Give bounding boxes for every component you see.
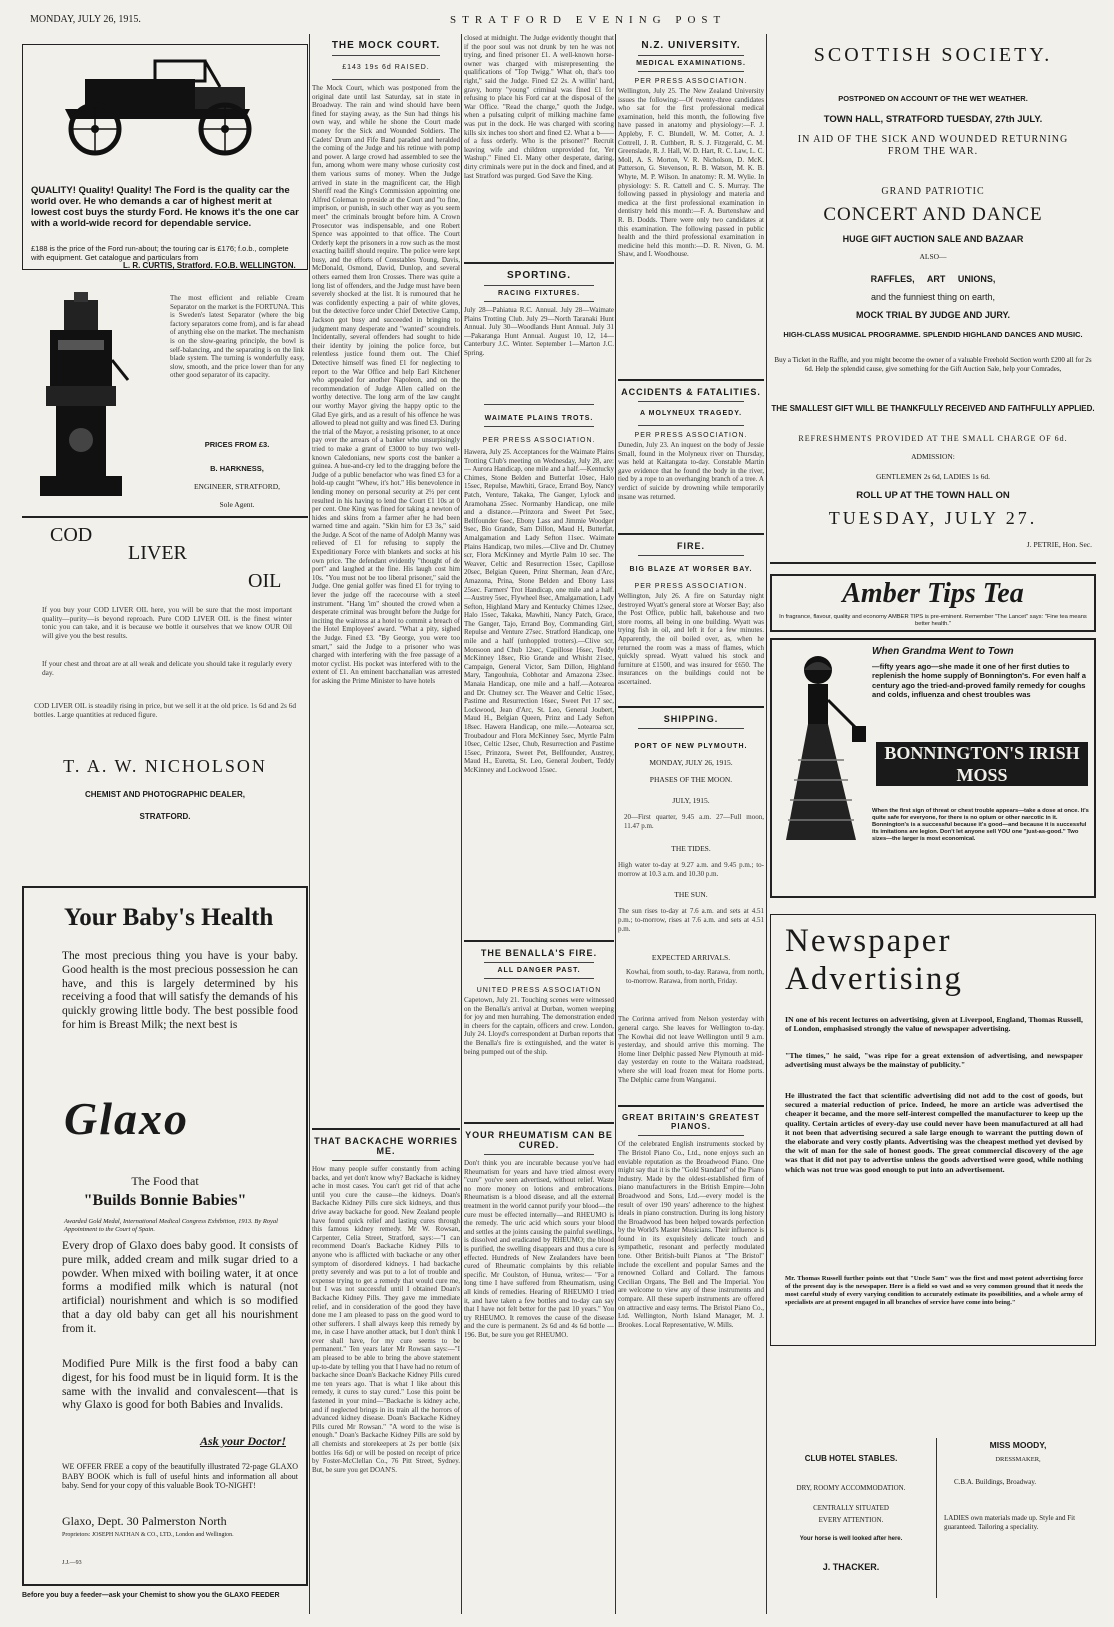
glaxo-award: Awarded Gold Medal, International Medical Congress Exhibition, 1913. By Royal Appointment to the Court of Spain. — [64, 1218, 278, 1233]
waimate-trots-body: Hawera, July 25. Acceptances for the Waimate Plains Trotting Club's meeting on Wednesday, July 28, are:— Aurora Handicap, one mile and a half.—Kentucky Chimes, Stone Belden and Butterfat 10sec, Halo 15sec, Repulse, Mawhiti, Grace, Errand Boy, Nancy Patch, Venture, Takaka, The Ganger, Lylock and Aramohana 25sec. Normanby Handicap, one mile and a distance.—Prinzora and Sweet Pet 5sec, Bellfounder 6sec, Ebony Lass and Jimmie Woodger 9sec, Bio Grande, Sam Dillon, Maud H, Butterfat, Amalgamation and Lady Sefton 11sec. Waimate Plains Handicap, two miles.—Clive and Dr. Chutney scr, Flora McKinney and Myrtle Palm 10 sec. The Weaver, Celtic and Resurrection 15sec, Capillose 20sec, Belgian Queen, Prinz Sherman, Jean d'Arc, Amazona, Prina, Stone Belden and Ebony Lass 25sec. Farmers' Trot Handicap, one mile and a half.—Austrey 5sec, Flywheel 8sec, Amalgamation, Lady Sefton, Highland Mary and Kentucky Chimes 12sec, Halo 15sec, Takaka, Mawhiti, Nancy Patch, Grace, The Ganger, Tajo, Errand Boy, Commanding Girl, Repulse and Venture 27sec. Stratford Handicap, one mile and a half (unhoppled trotters).—Clive scr, Monsoon and Chub 12sec, Capillose 16sec, Teddy McKinney 18sec, Rio Grande and Whisht 21sec, Campaign, General Victor, Sam Dillon, Highland Mary, Tangouhuia, Cobhotar and Amazona 23sec. Manaia Handicap, one mile and a half.—Aotearoa and Dr. Chutney scr. The Weaver and Celtic 15sec, Pastime and Resurrection 16sec, Sweet Pet 17 sec, Lockwood, Jean d'Arc, St. Leo, General Joubert, Maud H., Belgian Queen, Prinz and Lady Sefton 18sec. Hawera Handicap, one mile.—Aotearoa scr, Troubadour and Flora McKinney 5sec, Myrtle Palm 10sec, Celtic 12sec, Chub, Resurrection and Pastime 15sec, Prinzora, Sweet Pet, Bellfounder, Austrey, Maud H., Euretta, St. Leo, General Joubert, Teddy McKinney and Lockwood 15sec. — [464, 448, 614, 774]
shipping-title: SHIPPING. — [663, 714, 719, 724]
divider — [484, 301, 594, 302]
liver-word: LIVER — [128, 542, 187, 564]
oil-word: OIL — [248, 570, 282, 592]
column-2 — [312, 34, 460, 1614]
benalla-source: UNITED PRESS ASSOCIATION — [476, 987, 602, 994]
club-hotel-line-1: DRY, ROOMY ACCOMMODATION. — [796, 1484, 906, 1492]
newspaper-ad-title-2: Advertising — [785, 961, 963, 997]
nicholson-town: STRATFORD. — [139, 812, 191, 821]
divider — [484, 426, 594, 427]
sporting-title: SPORTING. — [506, 270, 571, 281]
scottish-day: TUESDAY, JULY 27. — [828, 508, 1038, 528]
newspaper-ad-paragraph-2: "The times," he said, "was ripe for a great extension of advertising, and newspaper advertising must always be the mainstay of publicity." — [785, 1051, 1083, 1070]
cod-paragraph-3: COD LIVER OIL is steadily rising in price, but we sell it at the old price. 1s 6d and 2s 6d bottles. Large quantities at reduced figure. — [34, 701, 296, 719]
bonnington-body: —fifty years ago—she made it one of her first duties to replenish the home supply of Bonnington's. For even half a century ago the tried-and-proved family remedy for coughs and colds, influenza and chest troubles was — [872, 662, 1087, 700]
scottish-ticket: Buy a Ticket in the Raffle, and you might become the owner of a valuable Freehold Section worth £200 all for 2s 6d. Help the splendid cause, give something for the Gift Auction Sale, help your Comrades, — [774, 356, 1092, 373]
rheumatism-body: Don't think you are incurable because you've had Rheumatism for years and have tried almost every "cure" you've seen advertised, without relief. Waste no more money on lotions and embrocations. Rheumatism is a blood disease, and all the external treatment in the world cannot purify your blood—the cure must be effected internally—and RHEUMO is the remedy. The uric acid which sours your blood and settles at the joints causing the painful swellings, is dissolved and eradicated by RHEUMO; the blood is purified, the swelling disappears and thus a cure is effected. Hundreds of New Zealanders have been cured of Rheumatic complaints by this reliable specific. Mr Coulston, of Hunua, writes:— "For a long time I have suffered from Rheumatism, using all kinds of remedies. Hearing of RHEUMO I tried it, and have taken a few bottles and to-day can say that I have not felt better for the past 10 years." You try RHEUMO. It removes the cause of the disease and the cure is permanent. 2s 6d and 4s 6d bottle — 196. But, be sure you get RHEUMO. — [464, 1159, 614, 1339]
club-hotel-title: CLUB HOTEL STABLES. — [804, 1454, 898, 1463]
moon-month: JULY, 1915. — [672, 796, 710, 805]
glaxo-advertisement — [22, 886, 308, 1586]
shipping-notes: The Corinna arrived from Nelson yesterday with general cargo. She leaves for Wellington to-day. The Kowhai did not leave Wellington until 9 a.m. yesterday, and should arrive this morning. The Home liner Delphic passed New Plymouth at mid-day yesterday en route to the Waitara roadstead, where she will load frozen meat for Home ports. The Delphic came from Wanganui. — [618, 1015, 764, 1084]
ford-agent: L. R. CURTIS, Stratford. F.O.B. WELLINGTON. — [123, 261, 296, 270]
scottish-aid: IN AID OF THE SICK AND WOUNDED RETURNING FROM THE WAR. — [797, 134, 1069, 157]
glaxo-paragraph-1: Every drop of Glaxo does baby good. It consists of pure milk, added cream and milk sugar dried to a powder. When mixed with boiling water, it at once forms a modified milk which is natural (not artificial) nourishment and which is so modified that a day old baby can get all his nourishment from it. — [62, 1240, 298, 1335]
cod-word: COD — [50, 524, 93, 546]
scottish-auction: HUGE GIFT AUCTION SALE AND BAZAAR — [842, 234, 1024, 244]
glaxo-code: J.J.—93 — [62, 1560, 82, 1566]
club-hotel-line-3: EVERY ATTENTION. — [818, 1516, 884, 1524]
separator-seller-line2: ENGINEER, STRATFORD, — [193, 482, 281, 491]
ford-price-text: £188 is the price of the Ford run-about; the touring car is £176; f.o.b., complete with equipment. Get catalogue and particulars from — [31, 244, 289, 262]
divider — [638, 71, 744, 72]
glaxo-intro: The most precious thing you have is your baby. Good health is the most precious possession he can have, and this is largely determined by his receiving a food that will satisfy the demands of his quickly growing little body. The best possible food for him is Breast Milk; the next best is — [62, 950, 298, 1031]
divider — [484, 962, 594, 963]
sun-title: THE SUN. — [674, 890, 708, 900]
divider — [618, 706, 764, 708]
divider — [638, 425, 744, 426]
scottish-society-advertisement — [770, 34, 1096, 564]
mock-court-continued: closed at midnight. The Judge evidently thought that if the poor soul was not drunk by ten he was not trying, and fined prisoner £1. A well-known horse-owner was charged with misrepresenting the qualifications of "Top Twigg." What oh, that's too right," said the Judge. Fined £2 2s. A willin' hard, gravy, horny "young" criminal was fined £1 for refusing to place his Ford car at the disposal of the War Office. "Read the charge," quoth the Judge, when a pulsating culprit of milking machine fame was put in the dock. He was charged with scoring kills six inches too short and fined £2. What a b—— of a fuss orderly. Who is the prisoner?" Recruit leaving wife and children unprovided for, Yer Washup." Fined £1. Many other desperate, daring, dirty criminals were put in the dock and fined, and at last Stratford was purged. God Save the King. — [464, 34, 614, 180]
scottish-admission: ADMISSION: — [911, 452, 955, 461]
scottish-raffles: RAFFLES, ART UNIONS, — [870, 274, 996, 284]
scottish-postponed: POSTPONED ON ACCOUNT OF THE WET WEATHER. — [838, 94, 1028, 103]
fire-subtitle: BIG BLAZE AT WORSER BAY. — [629, 566, 753, 573]
column-divider — [615, 34, 616, 1614]
miss-moody-advertisement — [940, 1440, 1096, 1590]
arrivals-body: Kowhai, from south, to-day. Rarawa, from north, to-morrow. Rarawa, from north, Friday. — [626, 968, 764, 985]
glaxo-address: Glaxo, Dept. 30 Palmerston North — [62, 1514, 227, 1528]
shipping-date: MONDAY, JULY 26, 1915. — [649, 758, 733, 767]
moon-title: PHASES OF THE MOON. — [649, 775, 733, 784]
scottish-grand: GRAND PATRIOTIC — [881, 186, 985, 197]
fire-title: FIRE. — [676, 541, 705, 551]
divider — [464, 940, 614, 942]
scottish-concert: CONCERT AND DANCE — [823, 204, 1043, 225]
tides-body: High water to-day at 9.27 a.m. and 9.45 p.m.; to-morrow at 10.3 a.m. and 10.30 p.m. — [618, 861, 764, 878]
scottish-smallest-gift: THE SMALLEST GIFT WILL BE THANKFULLY RECEIVED AND FAITHFULLY APPLIED. — [771, 404, 1095, 413]
paper-name: STRATFORD EVENING POST — [450, 14, 727, 26]
glaxo-title: Your Baby's Health — [64, 904, 274, 931]
newspaper-ad-title-1: Newspaper — [785, 923, 952, 959]
glaxo-brand: Glaxo — [64, 1093, 189, 1144]
ford-car-illustration — [45, 51, 275, 161]
glaxo-tagline-1: The Food that — [131, 1174, 199, 1188]
moody-address: C.B.A. Buildings, Broadway. — [954, 1478, 1037, 1486]
newspaper-advertising-article — [770, 914, 1096, 1346]
divider — [464, 262, 614, 264]
divider — [638, 401, 744, 402]
fire-source: PER PRESS ASSOCIATION. — [634, 583, 748, 590]
university-title: N.Z. UNIVERSITY. — [641, 40, 741, 51]
bonnington-brand: BONNINGTON'S IRISH MOSS — [876, 742, 1088, 786]
university-source: PER PRESS ASSOCIATION. — [634, 78, 748, 85]
club-hotel-line-2: CENTRALLY SITUATED — [813, 1504, 889, 1512]
waimate-trots-title: WAIMATE PLAINS TROTS. — [484, 415, 594, 422]
divider — [332, 79, 440, 80]
column-1 — [22, 34, 308, 1614]
university-body: Wellington, July 25. The New Zealand University issues the following:—Of twenty-three candidates who sat for the first professional medical examination, held this month, the following five have passed in anatomy and physiology:—F. J. Appleby, F. C. Blundell, W. M. Cotter, A. J. Cottrell, J. R. Cuthbert, R. S. J. Fitzgerald, C. M. Greenslade, R. J. Hall, W. D. Hart, R. C. Law, L. C. Moll, A. S. Morton, V. R. Nicholson, D. McK. Patterson, G. Stevenson, R. B. Watson, M. K. B. Whyte, M. P. Wilson. In anatomy: R. M. Wylie. In physiology: S. R. Cattell and C. S. Murray. The following passed in physiology and materia and medica at the first professional examination in dentistry held this month:—F. A. Burtenshaw and R. B. Dodds. There were only two candidates at this examination. The following passed in public health and the third professional examination in medicine held this month:—D. R. Niven, G. M. Shaw, and I. Woodhouse. — [618, 87, 764, 259]
arrivals-title: EXPECTED ARRIVALS. — [651, 953, 731, 963]
moody-body: LADIES own materials made up. Style and Fit guaranteed. Tailoring a speciality. — [944, 1514, 1076, 1531]
scottish-secretary: J. PETRIE, Hon. Sec. — [1026, 540, 1092, 549]
waimate-trots-source: PER PRESS ASSOCIATION. — [482, 437, 596, 444]
separator-seller-line3: Sole Agent. — [219, 500, 255, 509]
glaxo-footer: Before you buy a feeder—ask your Chemist to show you the GLAXO FEEDER — [22, 1592, 280, 1599]
pianos-title: GREAT BRITAIN'S GREATEST PIANOS. — [622, 1113, 760, 1132]
racing-fixtures-title: RACING FIXTURES. — [497, 290, 581, 297]
glaxo-tagline-2: "Builds Bonnie Babies" — [83, 1192, 247, 1209]
accidents-title: ACCIDENTS & FATALITIES. — [621, 387, 761, 397]
backache-body: How many people suffer constantly from aching backs, and yet don't know why? Backache is kidney ache in most cases. You can't get rid of that ache until you cure the cause—the kidneys. Doan's Backache Kidney Pills cure sick kidneys, and thus drive away backache for good. New Zealand people have found quick relief and lasting cures through this famous kidney remedy. Mr W. Rowsan, Carpenter, Celia Street, Stratford, says:—"I can recommend Doan's Backache Kidney Pills to anyone who is afflicted with backache or any other symptom of disordered kidneys. I had backache pretty severely and was put to a lot of trouble and expense trying to get a remedy that would cure me, but I was not successful until I obtained Doan's Backache Kidney Pills. They gave me immediate relief, and in consideration of the good they have done me I am pleased to pass on the good word to other sufferers. I shall always keep this remedy by me, in case I have another attack, but I don't think I ever shall have, for my cure seems to be permanent." Ten years later Mr Rowsan says:—"I am pleased to be able to bring the above statement up-to-date by telling you that I have had no return of backache since Doan's Backache Kidney Pills cured me ten years ago. That is what I like about this remedy, it cures to stay cured." Lose this point be fastened in your mind—"Backache is kidney ache, and if neglected brings in its train all the horrors of advanced kidney disease. Doan's Backache Kidney Pills cured Mr Rowsan." "A word to the wise is enough." Doan's Backache Kidney Pills are sold by all chemists and storekeepers at 2s per bottle (six bottles 16s 6d) or will be posted on receipt of price by Foster-McClellan Co., 76 Pitt Street, Sydney. But, be sure you get DOAN'S. — [312, 1165, 460, 1474]
amber-tips-advertisement — [770, 574, 1096, 632]
moon-body: 20—First quarter, 9.45 a.m. 27—Full moon, 11.47 p.m. — [624, 813, 764, 830]
divider — [936, 1438, 937, 1598]
cod-liver-oil-advertisement — [22, 522, 308, 882]
scottish-venue: TOWN HALL, STRATFORD TUESDAY, 27th JULY. — [823, 114, 1043, 125]
separator-prices: PRICES FROM £3. — [204, 440, 270, 449]
mock-court-body: The Mock Court, which was postponed from the original date until last Saturday, sat in state in Broadway. The rain and wind should have been fined for staying away, as the Sun had things his own way, and while he shone the Court made money for the Sick and Wounded Soldiers. The Cadets' Drum and Fife Band paraded and heralded the coming of the Judge and his retinue with pomp and power. A large crowd had assembled to see the fun, among whom were many whose curiosity cost them various sums of money. When the Judge arrived in state in the magnificent car, the High Sheriff read the King's Commission appointing one Alfred Coleman to preside at the Court and "to fine, imprison, or punish, in such other way as you seem meet" the criminals brought before him. A Crown Prosecutor was indispensable, and one Robert Spence was appointed to that office. The Court Orderly kept the prisoners in a row such as the most exacting bailiff should require. The police were kept busy, and the efforts of Constables Young, Davis, McDonald, Osmond, David, Dunlop, and several others earned them Iron Crosses. There was quite a long list of offenders, and the Judge must have been severely shocked at the list. It is rumoured that he was confidently expecting a pair of white gloves, but the detective force under Chief Detective Camp, Jackson got busy and succeeded in bringing to judgment many desperate and "wanted" scoundrels. Incidentally, several offenders had sought to hide their identity by joining the police force, but relentless justice found them out. The Chief Detective himself was fined £1 for neglecting to report to the War Office and help Earl Kitchener who appealed for another Napoleon, and on the recommendation of Judge Allen called on the worthy detective. The long arm of the law caught our worthy Mayor giving the happy optic to the Glad Eye girls, and as a result of his offence he was allowed to plead not guilty and was fined £3. During the trial of the Mayor, a resisting prisoner, to at once pay over the arrears of a banker who unsurpisingly tried to make a grant of £3000 to buy two well-known Caledonians, new sports cost the banker a guinea. A hue-and-cry led to the dragging before the Judge of a public benefactor who was fined £3 for a hold-up caught "Whew, it's hot." His benevolence in lending money on personal security at 2½ per cent resulted in his having to lend the Court £1 10s at 0 per cent. One King was fined for taking a newton of hides and skins from a farmer after he had been warned time and again. "Skin him for £3 3s," said the Judge. A Scot of the name of Adolph Manny was relieved of £1 for refusing to supply the Expeditionary Force with blankets and socks at his own price. The defendant evidently "thought of de port" and laughed at the fine. His laugh cost him 10s. "You must not be too liberal prisoner," said the Judge. One genial golfer was fined £1 for trying to lever the judge off the racecourse with a steel instrument. "Hang 'im" shouted the crowd when a desperate criminal was brought before the Judge for inciting the waitress at a hotel to commit a breach of the Hotel Employees' award. "What a pity, sighed the Judge. Fined £3. "By George, you were too smart," said the Judge to a prisoner who was charged with interfering with the free passage of a motor cyclist. His pocket was interfered with to the extent of £1. An eminent bacchanalian was arrested for asking the Prime Minister to have hotels — [312, 84, 460, 685]
scottish-also: ALSO— — [919, 252, 947, 261]
divider — [618, 1105, 764, 1107]
bonnington-foot: When the first sign of threat or chest trouble appears—take a dose at once. It's quite safe for everyone, for there is no opium or other narcotic in it. Bonnington's is a successful because it's good—and because it is successful its imitations are legion. Don't let anyone sell YOU one "just-as-good." Two sizes—the larger is most economical. — [872, 808, 1089, 842]
divider — [638, 555, 744, 556]
column-3 — [464, 34, 614, 1614]
rheumatism-title: YOUR RHEUMATISM CAN BE CURED. — [465, 1130, 613, 1150]
benalla-subtitle: ALL DANGER PAST. — [497, 967, 581, 974]
fire-body: Wellington, July 26. A fire on Saturday night destroyed Wyatt's general store at Worser Bay; also the Post Office, public hall, bakehouse and two store rooms, all being in one building. Wyatt was trying fish in oil, and left it for a few minutes. Apparently, the oil boiled over, as, when he returned the room was a mass of flames, which quickly spread. Wyatt valued his stock and furniture at £1500, and was insured for £650. The insurances on the buildings could not be ascertained. — [618, 592, 764, 686]
molyneux-body: Dunedin, July 23. An inquest on the body of Jessie Small, found in the Molyneux river on Thursday, was held at Kaitangata to-day. Constable Martin gave evidence that he found the body in the river, tied by a rope to an overhanging branch of a tree. A verdict of suicide by drowning while temporarily insane was returned. — [618, 441, 764, 501]
scottish-programme: HIGH-CLASS MUSICAL PROGRAMME. SPLENDID HIGHLAND DANCES AND MUSIC. — [783, 330, 1083, 339]
mock-court-subtitle: £143 19s 6d RAISED. — [342, 64, 430, 71]
divider — [332, 55, 440, 56]
separator-seller: B. HARKNESS, — [210, 464, 264, 473]
university-subtitle: MEDICAL EXAMINATIONS. — [636, 60, 746, 67]
amber-tagline: In fragrance, flavour, quality and economy AMBER TIPS is pre-eminent. Remember "The Lancet" says: "Fine tea means better health." — [779, 614, 1087, 627]
column-5 — [770, 34, 1096, 1614]
pianos-body: Of the celebrated English instruments stocked by The Bristol Piano Co., Ltd., none enjoys such an enviable reputation as the Broadwood Piano. One might say that it is the "Gold Standard" of the Piano Industry. Made by the oldest-established firm of piano manufacturers in the British Empire—John Broadwood and Sons, Ltd.—every model is the result of over 190 years' adherence to the highest ideals in piano construction. During its long history the Broadwood has been helped towards perfection by the World's Master Musicians. Their influence is found in its exquisitely delicate touch and sympathetic, resonant and perfectly modulated tone. Other British-built Pianos at "The Bristol" include the excellent and popular Sames and the renowned Collard and Collard. The famous Cecilian Organs, The Bell and The Imperial. You are welcome to view any of these instruments and compare. All these superb instruments are offered on attractive and easy terms. The Bristol Piano Co., Ltd. Wellington, North Island Manager, M. J. Brookes. Local Representative, W. Mills. — [618, 1140, 764, 1329]
cod-paragraph-1: If you buy your COD LIVER OIL here, you will be sure that the most important quality—purity—is beyond reproach. Pure COD LIVER OIL is the finest winter tonic you can take, and it is because we bottle it ourselves that we know OUR Oil will give you the best results. — [42, 605, 292, 640]
newspaper-ad-paragraph-4: Mr. Thomas Russell further points out that "Uncle Sam" was the first and most potent advertising force of the present day is the newspaper. Here is a field so vast and so very common ground that it needs the most careful study of every varying condition to accurately estimate its possibilities, and a whole army of specialists are at present engaged in all branches of service have come into being." — [785, 1275, 1083, 1306]
divider — [484, 404, 594, 405]
bonnington-advertisement — [770, 638, 1096, 898]
amber-brand: Amber Tips Tea — [842, 578, 1024, 609]
nicholson-title: CHEMIST AND PHOTOGRAPHIC DEALER, — [84, 790, 245, 799]
divider — [638, 728, 744, 729]
glaxo-offer: WE OFFER FREE a copy of the beautifully illustrated 72-page GLAXO BABY BOOK which is full of useful hints and information all about baby. Send for your copy of this valuable Book TO-NIGHT! — [62, 1462, 298, 1491]
glaxo-ask-doctor: Ask your Doctor! — [199, 1434, 286, 1448]
newspaper-ad-paragraph-3: He illustrated the fact that scientific advertising did not add to the cost of goods, but secured a material reduction of price. Indeed, he more an article was advertised the cheaper it became, and the more self-interest compelled the manufacturer to keep up the quality. Certain articles of every-day use could never have been manufactured at all had it not been that advertising secured a sale large enough to warrant the putting down of the elaborate and very costly plants. Advertising was the cheapest method yet devised by the wit of man for the sale of honest goods. The great commercial discovery of the age was that it did not pay to advertise unless the goods advertised were good, while nothing which was not true was good enough to put into an advertisement. — [785, 1091, 1083, 1174]
column-divider — [461, 34, 462, 1614]
scottish-mock-trial: MOCK TRIAL BY JUDGE AND JURY. — [855, 310, 1011, 320]
newspaper-ad-paragraph-1: IN one of his recent lectures on advertising, given at Liverpool, England, Thomas Russell, of London, emphasised strongly the value of newspaper advertising. — [785, 1015, 1083, 1034]
column-divider — [309, 34, 310, 1614]
divider — [618, 379, 764, 381]
divider — [618, 533, 764, 535]
scottish-fun: and the funniest thing on earth, — [870, 292, 996, 302]
separator-advertisement — [22, 280, 308, 530]
bonnington-title: When Grandma Went to Town — [872, 646, 1014, 657]
club-hotel-advertisement — [770, 1454, 932, 1604]
ford-advertisement — [22, 44, 308, 270]
glaxo-paragraph-2: Modified Pure Milk is the first food a baby can digest, for his food must be in liquid form. It is the same with the invalid and convalescent—that is why Glaxo is good for both Babies and Invalids. — [62, 1358, 298, 1412]
racing-fixtures-body: July 28—Pahiatua R.C. Annual. July 28—Waimate Plains Trotting Club. July 29—North Taranaki Hunt Annual. July 30—Woodlands Hunt Annual. July 31—Pakaranga Hunt Annual. August 10, 12, 14—Canterbury J.C. Winter. September 1—Marton J.C. Spring. — [464, 306, 614, 357]
masthead — [30, 14, 1100, 30]
ford-headline: QUALITY! Quality! Quality! The Ford is the quality car the world over. He who demands a car of highest merit at lowest cost buys the sturdy Ford. He knows it's the one car with a world-wide record for dependable service. — [31, 185, 299, 229]
column-4 — [618, 34, 764, 1614]
mock-court-title: THE MOCK COURT. — [331, 40, 441, 51]
tides-title: THE TIDES. — [671, 844, 711, 854]
divider — [484, 1154, 594, 1155]
molyneux-source: PER PRESS ASSOCIATION. — [634, 432, 748, 439]
benalla-title: THE BENALLA'S FIRE. — [480, 948, 598, 958]
moody-title: MISS MOODY, — [989, 1440, 1047, 1450]
grandma-illustration — [778, 650, 870, 850]
divider — [464, 1122, 614, 1124]
issue-date: MONDAY, JULY 26, 1915. — [30, 14, 141, 25]
scottish-roll-up: ROLL UP AT THE TOWN HALL ON — [856, 490, 1010, 501]
divider — [484, 285, 594, 286]
cream-separator-illustration — [30, 290, 130, 510]
divider — [638, 1135, 744, 1136]
scottish-refreshments: REFRESHMENTS PROVIDED AT THE SMALL CHARGE OF 6d. — [798, 434, 1068, 443]
glaxo-proprietors: Proprietors: JOSEPH NATHAN & CO., LTD., London and Wellington. — [62, 1532, 234, 1538]
backache-title: THAT BACKACHE WORRIES ME. — [314, 1136, 458, 1156]
sun-body: The sun rises to-day at 7.6 a.m. and sets at 4.51 p.m.; to-morrow, rises at 7.6 a.m. and sets at 4.51 p.m. — [618, 907, 764, 933]
divider — [484, 978, 594, 979]
benalla-body: Capetown, July 21. Touching scenes were witnessed on the Benalla's arrival at Durban, women weeping for joy and men hurrahing. The demonstration ended in cheers for the captain, officers and crew. London, July 24. Lloyd's correspondent at Durban reports that the Benalla's fire is extinguished, and the water is being pumped out of the ship. — [464, 996, 614, 1056]
club-hotel-line-4: Your horse is well looked after here. — [799, 1536, 903, 1542]
separator-body: The most efficient and reliable Cream Separator on the market is the FORTUNA. This is Sweden's latest Separator (where the big factory separators come from), and is far ahead of anything else on the market. The mechanism is on the slow-gearing principle, the bowl is self-balancing, and the separating is on the link blade system. The turning is wonderfully easy, slow, smooth, and the price lower than for any other good separator of its capacity. — [170, 294, 304, 380]
scottish-prices: GENTLEMEN 2s 6d, LADIES 1s 6d. — [876, 472, 990, 481]
column-divider — [766, 34, 767, 1614]
divider — [312, 1128, 460, 1130]
scottish-title: SCOTTISH SOCIETY. — [813, 44, 1053, 66]
moody-subtitle: DRESSMAKER, — [995, 1456, 1041, 1463]
divider — [22, 516, 308, 518]
molyneux-subtitle: A MOLYNEUX TRAGEDY. — [639, 410, 743, 417]
shipping-port: PORT OF NEW PLYMOUTH. — [634, 743, 748, 750]
divider — [770, 562, 1096, 564]
club-hotel-owner: J. THACKER. — [822, 1562, 880, 1572]
cod-paragraph-2: If your chest and throat are at all weak and delicate you should take it regularly every day. — [42, 659, 292, 677]
divider — [332, 1160, 440, 1161]
divider — [638, 55, 744, 56]
nicholson-name: T. A. W. NICHOLSON — [63, 756, 267, 776]
